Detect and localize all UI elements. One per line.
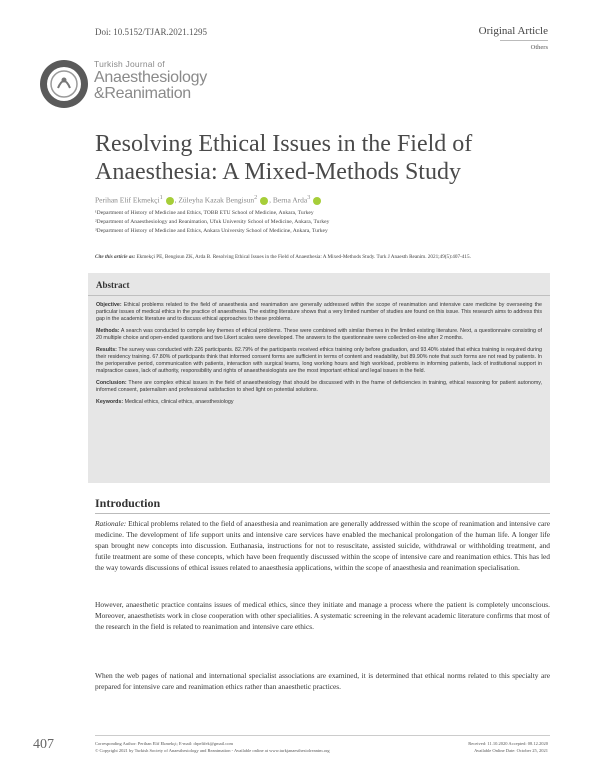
- footer-right: [468, 740, 548, 754]
- footer-divider: [95, 735, 550, 736]
- corresponding-author: Corresponding Author: Perihan Elif Ekmekçi; E-mail: drpelifek@gmail.com: [95, 741, 233, 746]
- abstract-methods: [96, 328, 542, 342]
- orcid-icon[interactable]: [313, 197, 321, 205]
- orcid-icon[interactable]: [260, 197, 268, 205]
- abstract-objective: [96, 302, 542, 323]
- abstract-box: [88, 273, 550, 483]
- results-text: The survey was conducted with 226 participants. 82.79% of the participants received ethics training only before graduation, and 93.40% stated that ethics training is required during their residency training. 67.80% of participants think that informed consent forms are sufficient in terms of content and readability, but 89.90% note that such forms are not read by patients. In the perioperative period, communication with patients, interaction with surgical teams, long working hours and high workload, problems in informing patients, lack of institutional support in malpractice cases, lack of authority, responsibility and rights of anaesthesiologists are the most important ethical and legal issues in the field.: [96, 347, 542, 374]
- author-affiliation-marker: 3: [307, 194, 311, 201]
- citation: [95, 254, 471, 260]
- received-accepted-dates: Received: 11.10.2020 Accepted: 08.12.2020: [468, 741, 548, 746]
- affiliation: ²Department of Anaesthesiology and Reanimation, Ufuk University School of Medicine, Ankara, Turkey: [95, 219, 330, 225]
- author-name[interactable]: Berna Arda: [272, 195, 308, 205]
- introduction-paragraph: [95, 518, 550, 573]
- article-subtype: Others: [530, 44, 548, 51]
- introduction-paragraph: However, anaesthetic practice contains issues of medical ethics, since they initiate and manage a process where the patient is completely unconscious. Moreover, anaesthetists work in close cooperation with other specialities. A systematic screening in the relevant academic literature confirms that most of the research in the field is related to reanimation and intensive care ethics.: [95, 600, 550, 631]
- rationale-label: Rationale:: [95, 519, 127, 528]
- abstract-heading: Abstract: [96, 280, 130, 290]
- journal-line-1: Turkish Journal of: [94, 59, 165, 69]
- results-label: Results:: [96, 347, 117, 353]
- abstract-results: [96, 347, 542, 375]
- conclusion-text: There are complex ethical issues in the field of anaesthesiology that should be discussed with in the frame of deficiencies in training, ethical reasoning for patient autonomy, informed consent, paternalism and professional satisfaction to shed light on potential solutions.: [96, 380, 542, 393]
- online-date: Available Online Date: October 25, 2021: [474, 748, 548, 753]
- citation-text: Ekmekçi PE, Bengisun ZK, Arda B. Resolving Ethical Issues in the Field of Anaesthesia: A Mixed-Methods Study. Turk J Anaesth Reanim. 2021;49(5):407-415.: [135, 254, 471, 260]
- abstract-conclusion: [96, 380, 542, 394]
- introduction-heading: Introduction: [95, 496, 161, 510]
- orcid-icon[interactable]: [166, 197, 174, 205]
- journal-name: [94, 60, 207, 102]
- journal-line-3: &Reanimation: [94, 84, 191, 102]
- paragraph-text: Ethical problems related to the field of anaesthesia and reanimation are generally addressed within the scope of reanimation and intensive care medicine. The development of life support units and intensive care services have enabled the mechanical prolongation of the human life. A longer life span brought new concepts into discussion. Euthanasia, instructions for not to resuscitate, assisted suicide, withdrawal or withholding treatment, and futile treatment are some of these concepts, which have been frequently discussed within the scope of intensive care and reanimation ethics. This has led the way towards discussions of ethical issues related to anaesthesia applications, within the scope of anaesthesia and reanimation specialisation.: [95, 519, 550, 572]
- affiliation: ¹Department of History of Medicine and Ethics, TOBB ETU School of Medicine, Ankara, Turkey: [95, 210, 314, 216]
- abstract-divider: [88, 295, 550, 296]
- keywords-text: Medical ethics, clinical ethics, anaesthesiology: [123, 399, 234, 405]
- abstract-keywords: [96, 399, 542, 406]
- author-affiliation-marker: 1: [159, 194, 163, 201]
- objective-text: Ethical problems related to the field of anaesthesia and reanimation are generally addressed within the scope of reanimation and intensive care medicine by overseeing the particular issues of medical ethics in the practice of anaesthesia. The existing literature shows that a very limited number of studies are found on this issue. This research aims to address this gap in the academic literature and to discuss ethical approaches to these problems.: [96, 302, 542, 322]
- conclusion-label: Conclusion:: [96, 380, 127, 386]
- header-rule: [500, 40, 548, 41]
- affiliation: ³Department of History of Medicine and Ethics, Ankara University School of Medicine, Ankara, Turkey: [95, 228, 328, 234]
- journal-line-2: Anaesthesiology: [94, 68, 207, 86]
- footer-left: [95, 740, 330, 754]
- methods-text: A search was conducted to compile key themes of ethical problems. These were combined with similar themes in the limited existing literature. Next, a questionnaire consisting of 20 multiple choice and open-ended questions and two Likert scales were developed. The answers to the questionnaire were collected on-line after 2 months.: [96, 328, 542, 341]
- author-list: Perihan Elif Ekmekçi$^1$ , Züleyha Kazak Bengisun$^2$ , Berna Arda$^3$: [95, 194, 322, 205]
- author-name[interactable]: Züleyha Kazak Bengisun: [178, 195, 255, 205]
- article-title: Resolving Ethical Issues in the Field of Anaesthesia: A Mixed-Methods Study: [95, 131, 473, 185]
- citation-label: Cite this article as:: [95, 254, 136, 260]
- author-affiliation-marker: 2: [254, 194, 258, 201]
- journal-logo-icon: [38, 58, 90, 110]
- page-number: 407: [33, 737, 54, 752]
- doi: Doi: 10.5152/TJAR.2021.1295: [95, 27, 208, 37]
- objective-label: Objective:: [96, 302, 122, 308]
- copyright: © Copyright 2021 by Turkish Society of Anaesthesiology and Reanimation - Available online at www.turkjanaesthesiolreanim.org: [95, 748, 330, 753]
- methods-label: Methods:: [96, 328, 120, 334]
- introduction-divider: [95, 513, 550, 514]
- article-type: Original Article: [478, 25, 548, 37]
- introduction-paragraph: When the web pages of national and international specialist associations are examined, it is determined that ethical norms related to this specialty are prepared for intensive care and reanimation ethics rather than anaesthetic practices.: [95, 671, 550, 691]
- keywords-label: Keywords:: [96, 399, 124, 405]
- author-name[interactable]: Perihan Elif Ekmekçi: [95, 195, 160, 205]
